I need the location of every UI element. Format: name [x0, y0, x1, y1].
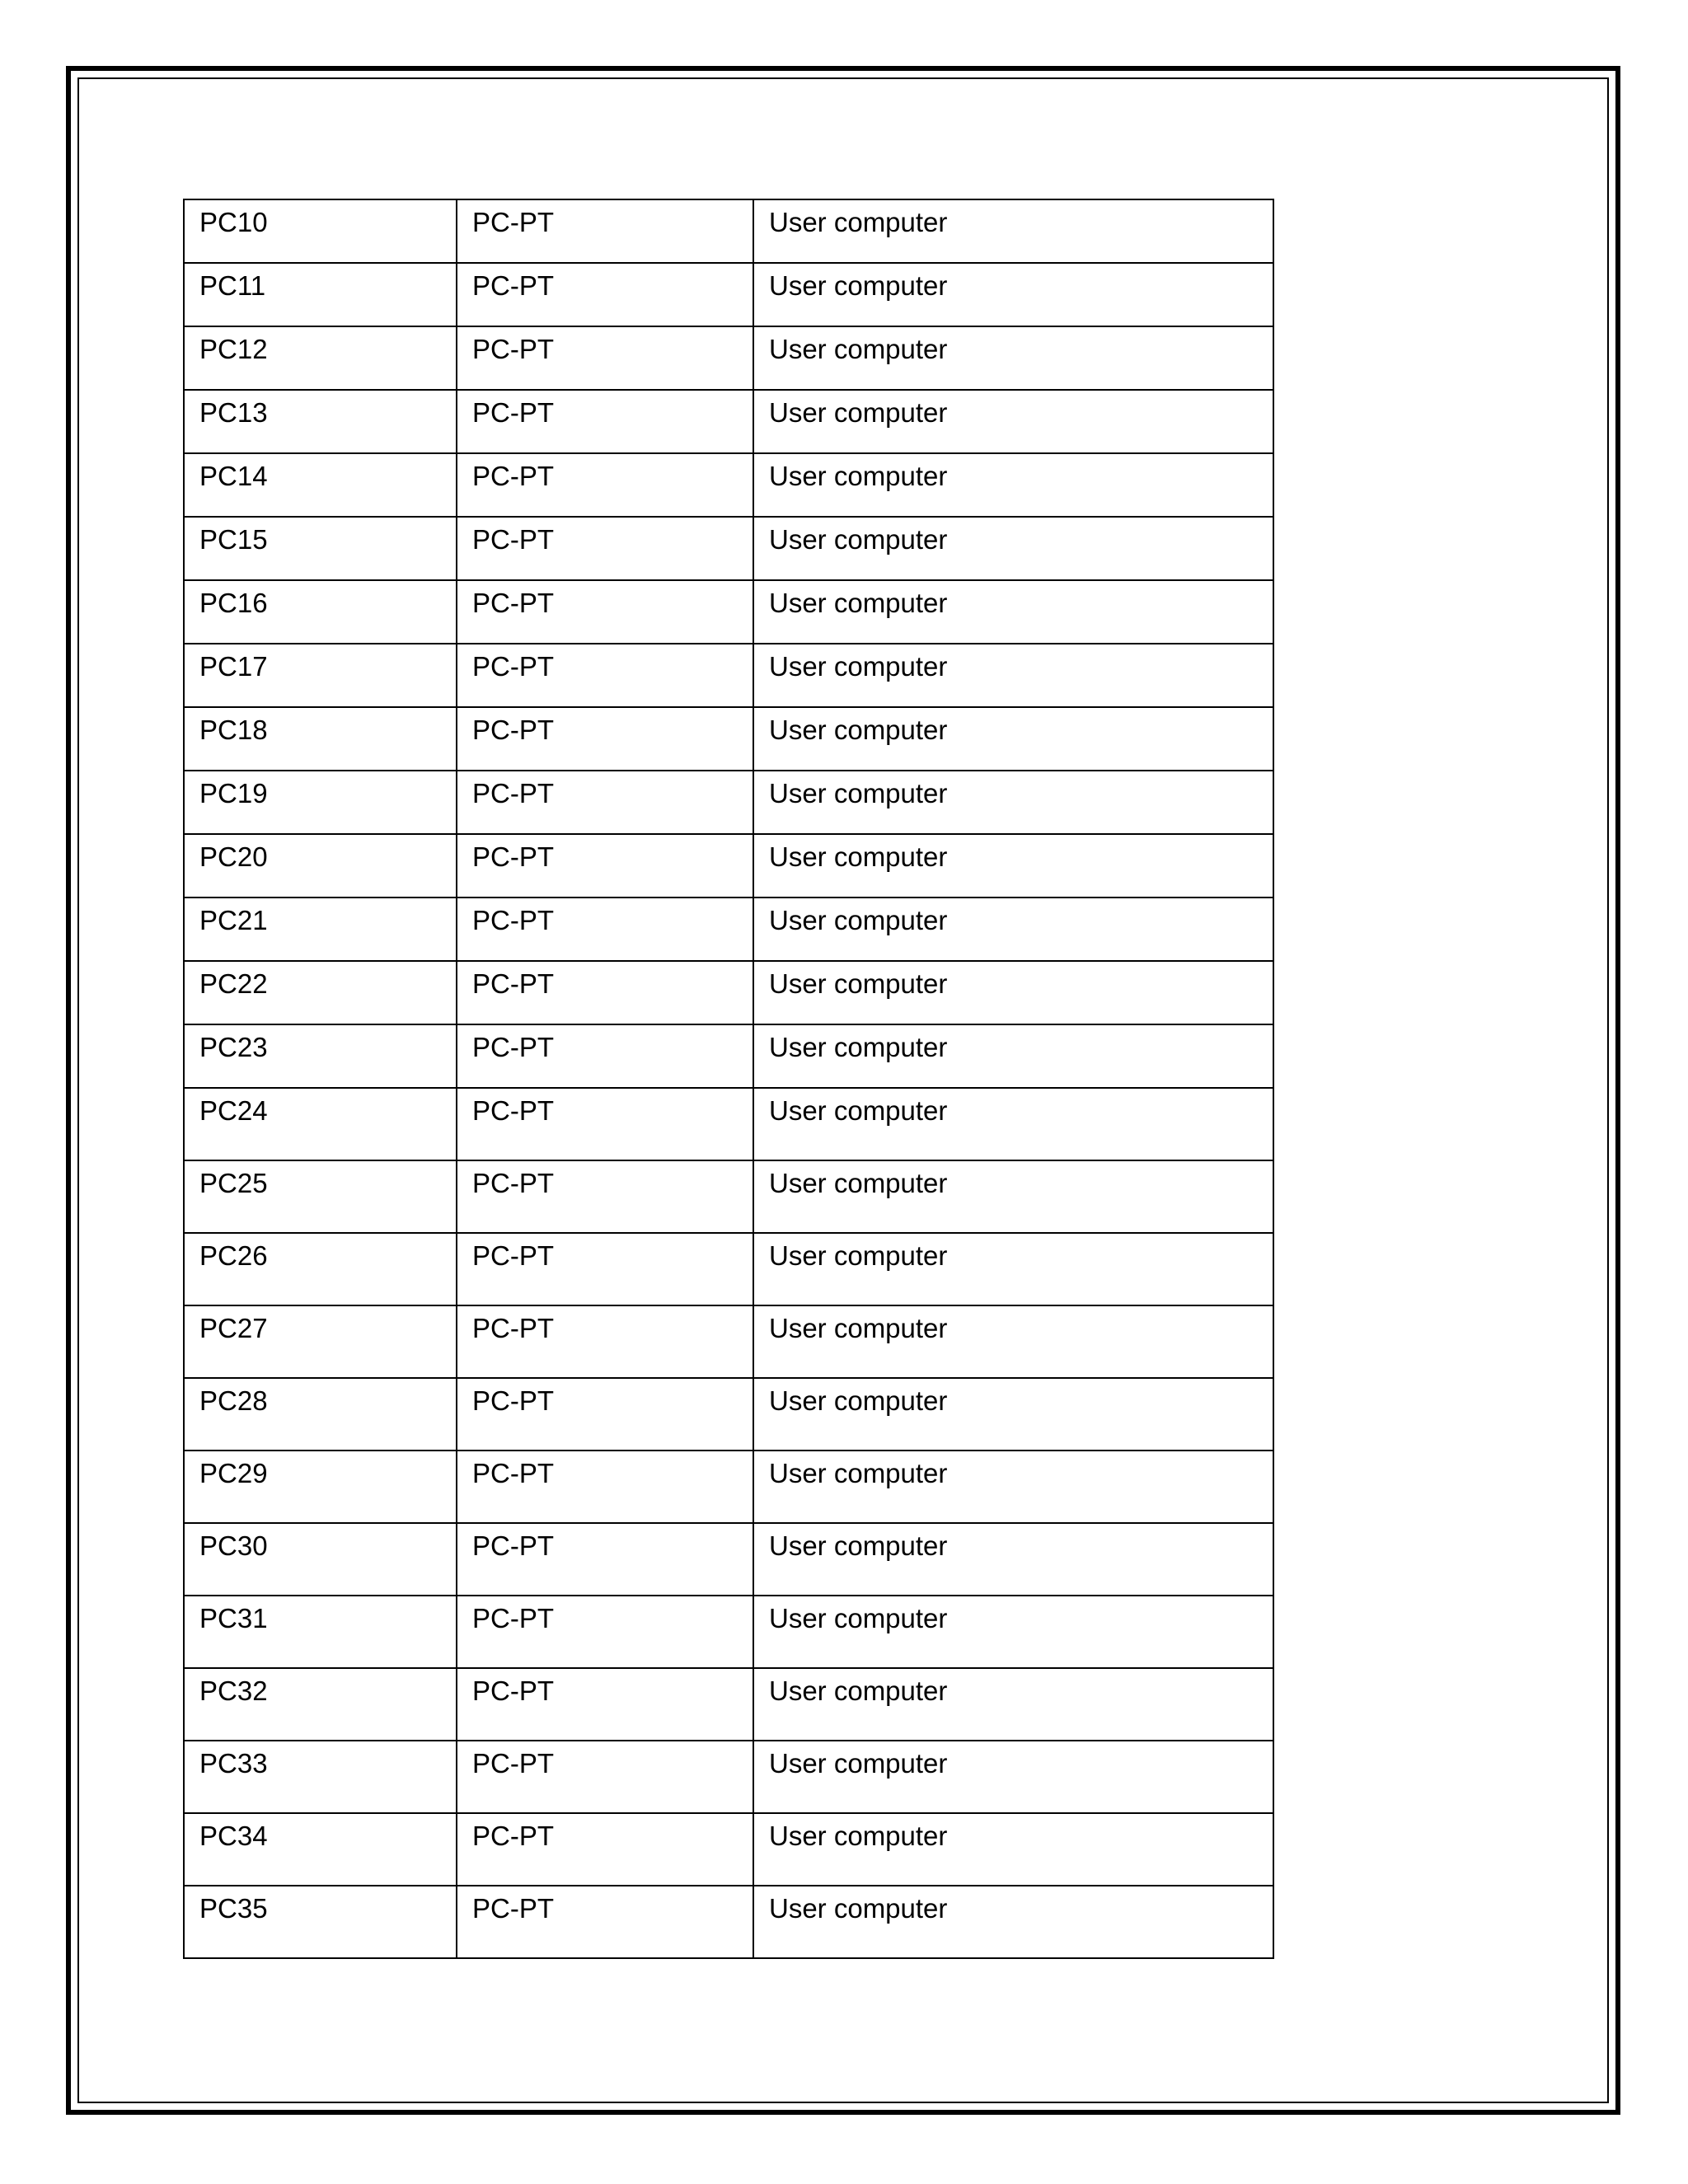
device-model-cell: PC-PT: [457, 1523, 753, 1596]
device-description-cell: User computer: [753, 771, 1273, 834]
device-name-cell: PC15: [184, 517, 457, 580]
device-description-cell: User computer: [753, 961, 1273, 1024]
device-description-cell: User computer: [753, 1668, 1273, 1741]
device-name-cell: PC30: [184, 1523, 457, 1596]
device-model-cell: PC-PT: [457, 1451, 753, 1523]
table-row: [184, 1160, 1273, 1233]
device-name-cell: PC26: [184, 1233, 457, 1305]
table-row: [184, 834, 1273, 898]
device-description-cell: User computer: [753, 580, 1273, 644]
device-name-cell: PC21: [184, 898, 457, 961]
device-description-cell: User computer: [753, 1378, 1273, 1451]
table-row: [184, 1886, 1273, 1958]
device-description-cell: User computer: [753, 390, 1273, 453]
device-model-cell: PC-PT: [457, 1233, 753, 1305]
device-model-cell: PC-PT: [457, 771, 753, 834]
device-model-cell: PC-PT: [457, 1088, 753, 1160]
table-row: [184, 1741, 1273, 1813]
device-model-cell: PC-PT: [457, 644, 753, 707]
device-description-cell: User computer: [753, 834, 1273, 898]
table-row: [184, 1088, 1273, 1160]
table-row: [184, 390, 1273, 453]
device-description-cell: User computer: [753, 1024, 1273, 1088]
device-model-cell: PC-PT: [457, 1378, 753, 1451]
device-description-cell: User computer: [753, 1886, 1273, 1958]
device-table: [183, 199, 1274, 1959]
device-name-cell: PC32: [184, 1668, 457, 1741]
table-row: [184, 263, 1273, 326]
device-name-cell: PC20: [184, 834, 457, 898]
table-row: [184, 1233, 1273, 1305]
device-description-cell: User computer: [753, 1596, 1273, 1668]
device-name-cell: PC35: [184, 1886, 457, 1958]
device-name-cell: PC28: [184, 1378, 457, 1451]
device-name-cell: PC34: [184, 1813, 457, 1886]
device-model-cell: PC-PT: [457, 326, 753, 390]
table-row: [184, 1451, 1273, 1523]
device-description-cell: User computer: [753, 707, 1273, 771]
device-name-cell: PC27: [184, 1305, 457, 1378]
device-model-cell: PC-PT: [457, 1596, 753, 1668]
table-row: [184, 580, 1273, 644]
device-name-cell: PC31: [184, 1596, 457, 1668]
device-description-cell: User computer: [753, 199, 1273, 263]
device-description-cell: User computer: [753, 644, 1273, 707]
device-name-cell: PC14: [184, 453, 457, 517]
table-row: [184, 199, 1273, 263]
device-name-cell: PC18: [184, 707, 457, 771]
device-model-cell: PC-PT: [457, 1024, 753, 1088]
device-description-cell: User computer: [753, 1160, 1273, 1233]
device-name-cell: PC33: [184, 1741, 457, 1813]
device-model-cell: PC-PT: [457, 580, 753, 644]
device-model-cell: PC-PT: [457, 453, 753, 517]
device-description-cell: User computer: [753, 898, 1273, 961]
table-row: [184, 1596, 1273, 1668]
device-description-cell: User computer: [753, 1233, 1273, 1305]
table-row: [184, 326, 1273, 390]
device-model-cell: PC-PT: [457, 1305, 753, 1378]
device-description-cell: User computer: [753, 1523, 1273, 1596]
device-model-cell: PC-PT: [457, 1886, 753, 1958]
device-model-cell: PC-PT: [457, 517, 753, 580]
device-model-cell: PC-PT: [457, 1741, 753, 1813]
device-name-cell: PC19: [184, 771, 457, 834]
device-model-cell: PC-PT: [457, 1160, 753, 1233]
device-name-cell: PC22: [184, 961, 457, 1024]
device-table-body: [184, 199, 1273, 1958]
device-name-cell: PC16: [184, 580, 457, 644]
table-row: [184, 517, 1273, 580]
device-model-cell: PC-PT: [457, 961, 753, 1024]
device-name-cell: PC25: [184, 1160, 457, 1233]
device-description-cell: User computer: [753, 263, 1273, 326]
device-name-cell: PC24: [184, 1088, 457, 1160]
table-row: [184, 644, 1273, 707]
device-model-cell: PC-PT: [457, 390, 753, 453]
device-name-cell: PC23: [184, 1024, 457, 1088]
device-description-cell: User computer: [753, 517, 1273, 580]
table-row: [184, 707, 1273, 771]
table-row: [184, 453, 1273, 517]
table-row: [184, 1024, 1273, 1088]
device-name-cell: PC29: [184, 1451, 457, 1523]
device-description-cell: User computer: [753, 326, 1273, 390]
device-name-cell: PC12: [184, 326, 457, 390]
device-name-cell: PC17: [184, 644, 457, 707]
table-row: [184, 1523, 1273, 1596]
device-description-cell: User computer: [753, 1741, 1273, 1813]
table-row: [184, 898, 1273, 961]
device-name-cell: PC13: [184, 390, 457, 453]
device-model-cell: PC-PT: [457, 707, 753, 771]
device-description-cell: User computer: [753, 1088, 1273, 1160]
device-model-cell: PC-PT: [457, 1668, 753, 1741]
device-model-cell: PC-PT: [457, 834, 753, 898]
device-description-cell: User computer: [753, 1813, 1273, 1886]
device-model-cell: PC-PT: [457, 263, 753, 326]
device-model-cell: PC-PT: [457, 199, 753, 263]
table-row: [184, 1813, 1273, 1886]
device-description-cell: User computer: [753, 1451, 1273, 1523]
device-name-cell: PC11: [184, 263, 457, 326]
table-row: [184, 1305, 1273, 1378]
table-row: [184, 771, 1273, 834]
device-name-cell: PC10: [184, 199, 457, 263]
device-description-cell: User computer: [753, 1305, 1273, 1378]
device-model-cell: PC-PT: [457, 898, 753, 961]
device-description-cell: User computer: [753, 453, 1273, 517]
table-row: [184, 1668, 1273, 1741]
device-model-cell: PC-PT: [457, 1813, 753, 1886]
table-row: [184, 961, 1273, 1024]
table-row: [184, 1378, 1273, 1451]
